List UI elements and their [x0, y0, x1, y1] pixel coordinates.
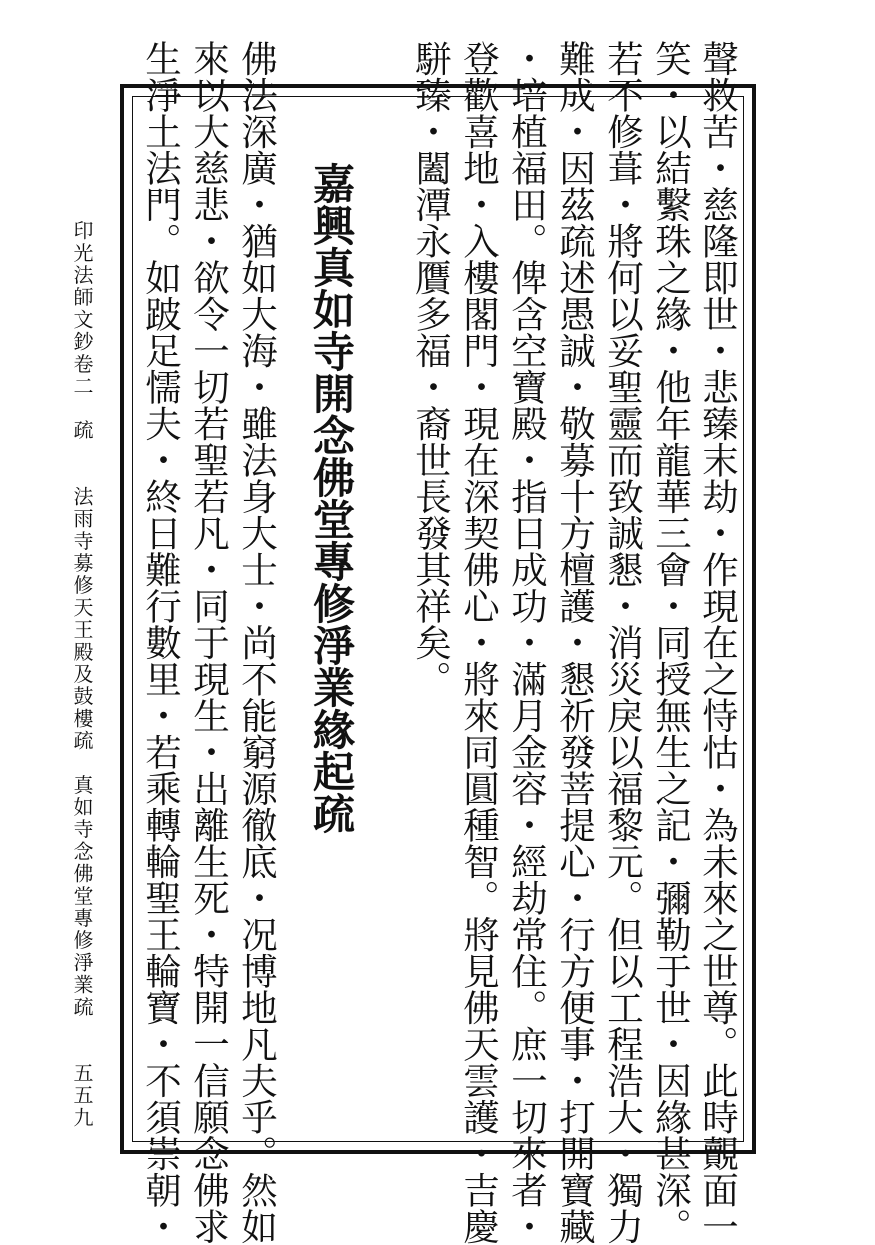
text-column: ・培植福田。俾含空寶殿・指日成功・滿月金容・經劫常住。庶一切來者・ [505, 40, 549, 1245]
text-column: 來以大慈悲・欲令一切若聖若凡・同于現生・出離生死・特開一信願念佛求 [187, 40, 231, 1245]
header-section: 疏 [70, 419, 94, 442]
text-column: 駢臻・闔潭永贋多福・裔世長發其祥矣。 [409, 40, 453, 697]
running-header [70, 220, 94, 1130]
text-column: 笑・以結繫珠之緣・他年龍華三會・同授無生之記・彌勒于世・因緣甚深。 [649, 40, 693, 1245]
text-column: 佛法深廣・猶如大海・雖法身大士・尚不能窮源徹底・况博地凡夫乎。然如 [235, 40, 279, 1245]
text-column: 難成・因茲疏述愚誠・敬募十方檀護・懇祈發菩提心・行方便事・打開寶藏 [553, 40, 597, 1245]
text-column: 登歡喜地・入樓閣門・現在深契佛心・將來同圓種智。將見佛天雲護・吉慶 [457, 40, 501, 1245]
text-column: 若不修葺・將何以妥聖靈而致誠懇・消災戾以福黎元。但以工程浩大・獨力 [601, 40, 645, 1245]
essay-title: 嘉興真如寺開念佛堂專修淨業緣起疏 [307, 162, 356, 834]
page-number: 五五九 [70, 1062, 94, 1130]
text-column: 生淨土法門。如跛足懦夫・終日難行數里・若乘轉輪聖王輪寶・不須崇朝・ [139, 40, 183, 1245]
header-title-b: 真如寺念佛堂專修淨業疏 [70, 774, 94, 1019]
header-book: 印光法師文鈔卷二 [70, 220, 94, 398]
text-column: 聲救苦・慈隆即世・悲臻末劫・作現在之恃怙・為未來之世尊。此時覿面一 [696, 40, 740, 1245]
header-title-a: 法雨寺募修天王殿及鼓樓疏 [70, 485, 94, 753]
